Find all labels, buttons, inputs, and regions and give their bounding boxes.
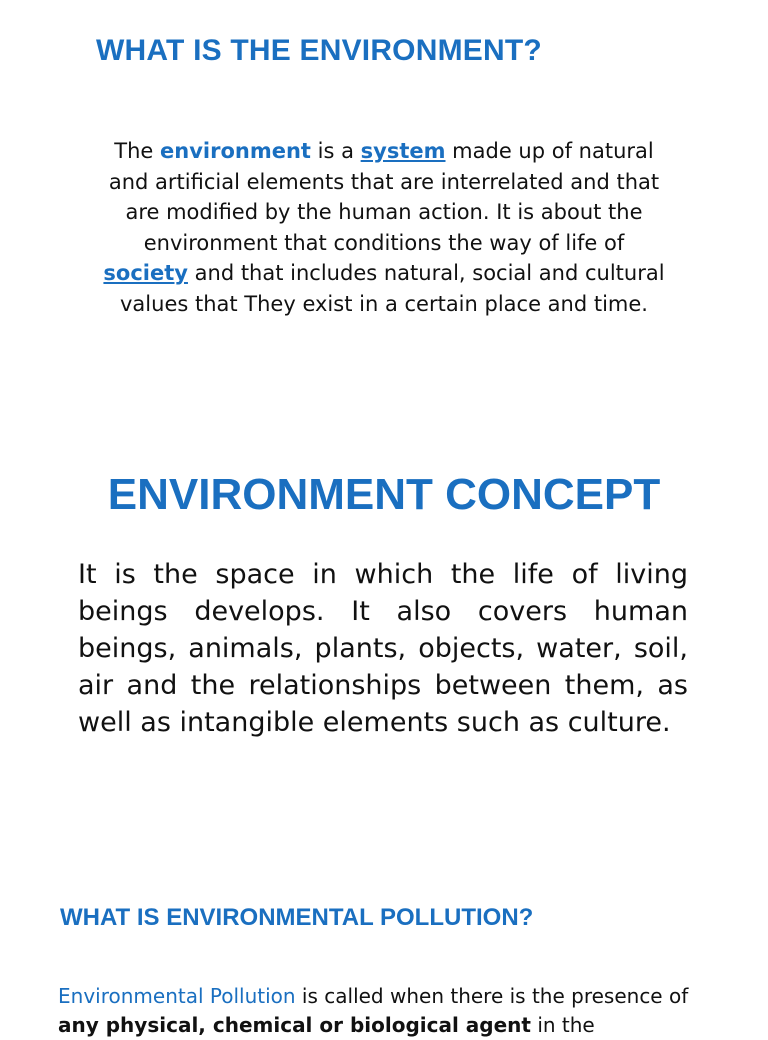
text-any-agent: any physical, chemical or biological agent bbox=[58, 1013, 531, 1037]
text-is-a: is a bbox=[310, 139, 361, 163]
text-the: The bbox=[114, 139, 154, 163]
heading-environment-concept: ENVIRONMENT CONCEPT bbox=[107, 470, 661, 519]
heading-environmental-pollution: WHAT IS ENVIRONMENTAL POLLUTION? bbox=[60, 904, 534, 931]
term-environment: environment bbox=[160, 139, 311, 163]
pollution-definition-paragraph bbox=[58, 982, 698, 1040]
environment-definition-paragraph bbox=[100, 136, 668, 319]
link-system[interactable]: system bbox=[360, 139, 446, 163]
text-definition-body: made up of natural and artificial elements that are interrelated and that are modified by the human action. It is about the environment that conditions the way of life of bbox=[108, 139, 660, 255]
heading-what-is-environment: WHAT IS THE ENVIRONMENT? bbox=[96, 34, 542, 67]
term-environmental-pollution: Environmental Pollution bbox=[58, 984, 296, 1008]
environment-concept-paragraph: It is the space in which the life of living beings develops. It also covers human beings, animals, plants, objects, water, soil, air and the relationships between them, as well as intangible elements such as culture. bbox=[78, 559, 688, 738]
text-in-the: in the bbox=[530, 1013, 595, 1037]
link-society[interactable]: society bbox=[103, 261, 188, 285]
text-is-called: is called when there is the presence of bbox=[295, 984, 689, 1008]
text-definition-end: and that includes natural, social and cultural values that They exist in a certain place and time. bbox=[120, 261, 665, 316]
